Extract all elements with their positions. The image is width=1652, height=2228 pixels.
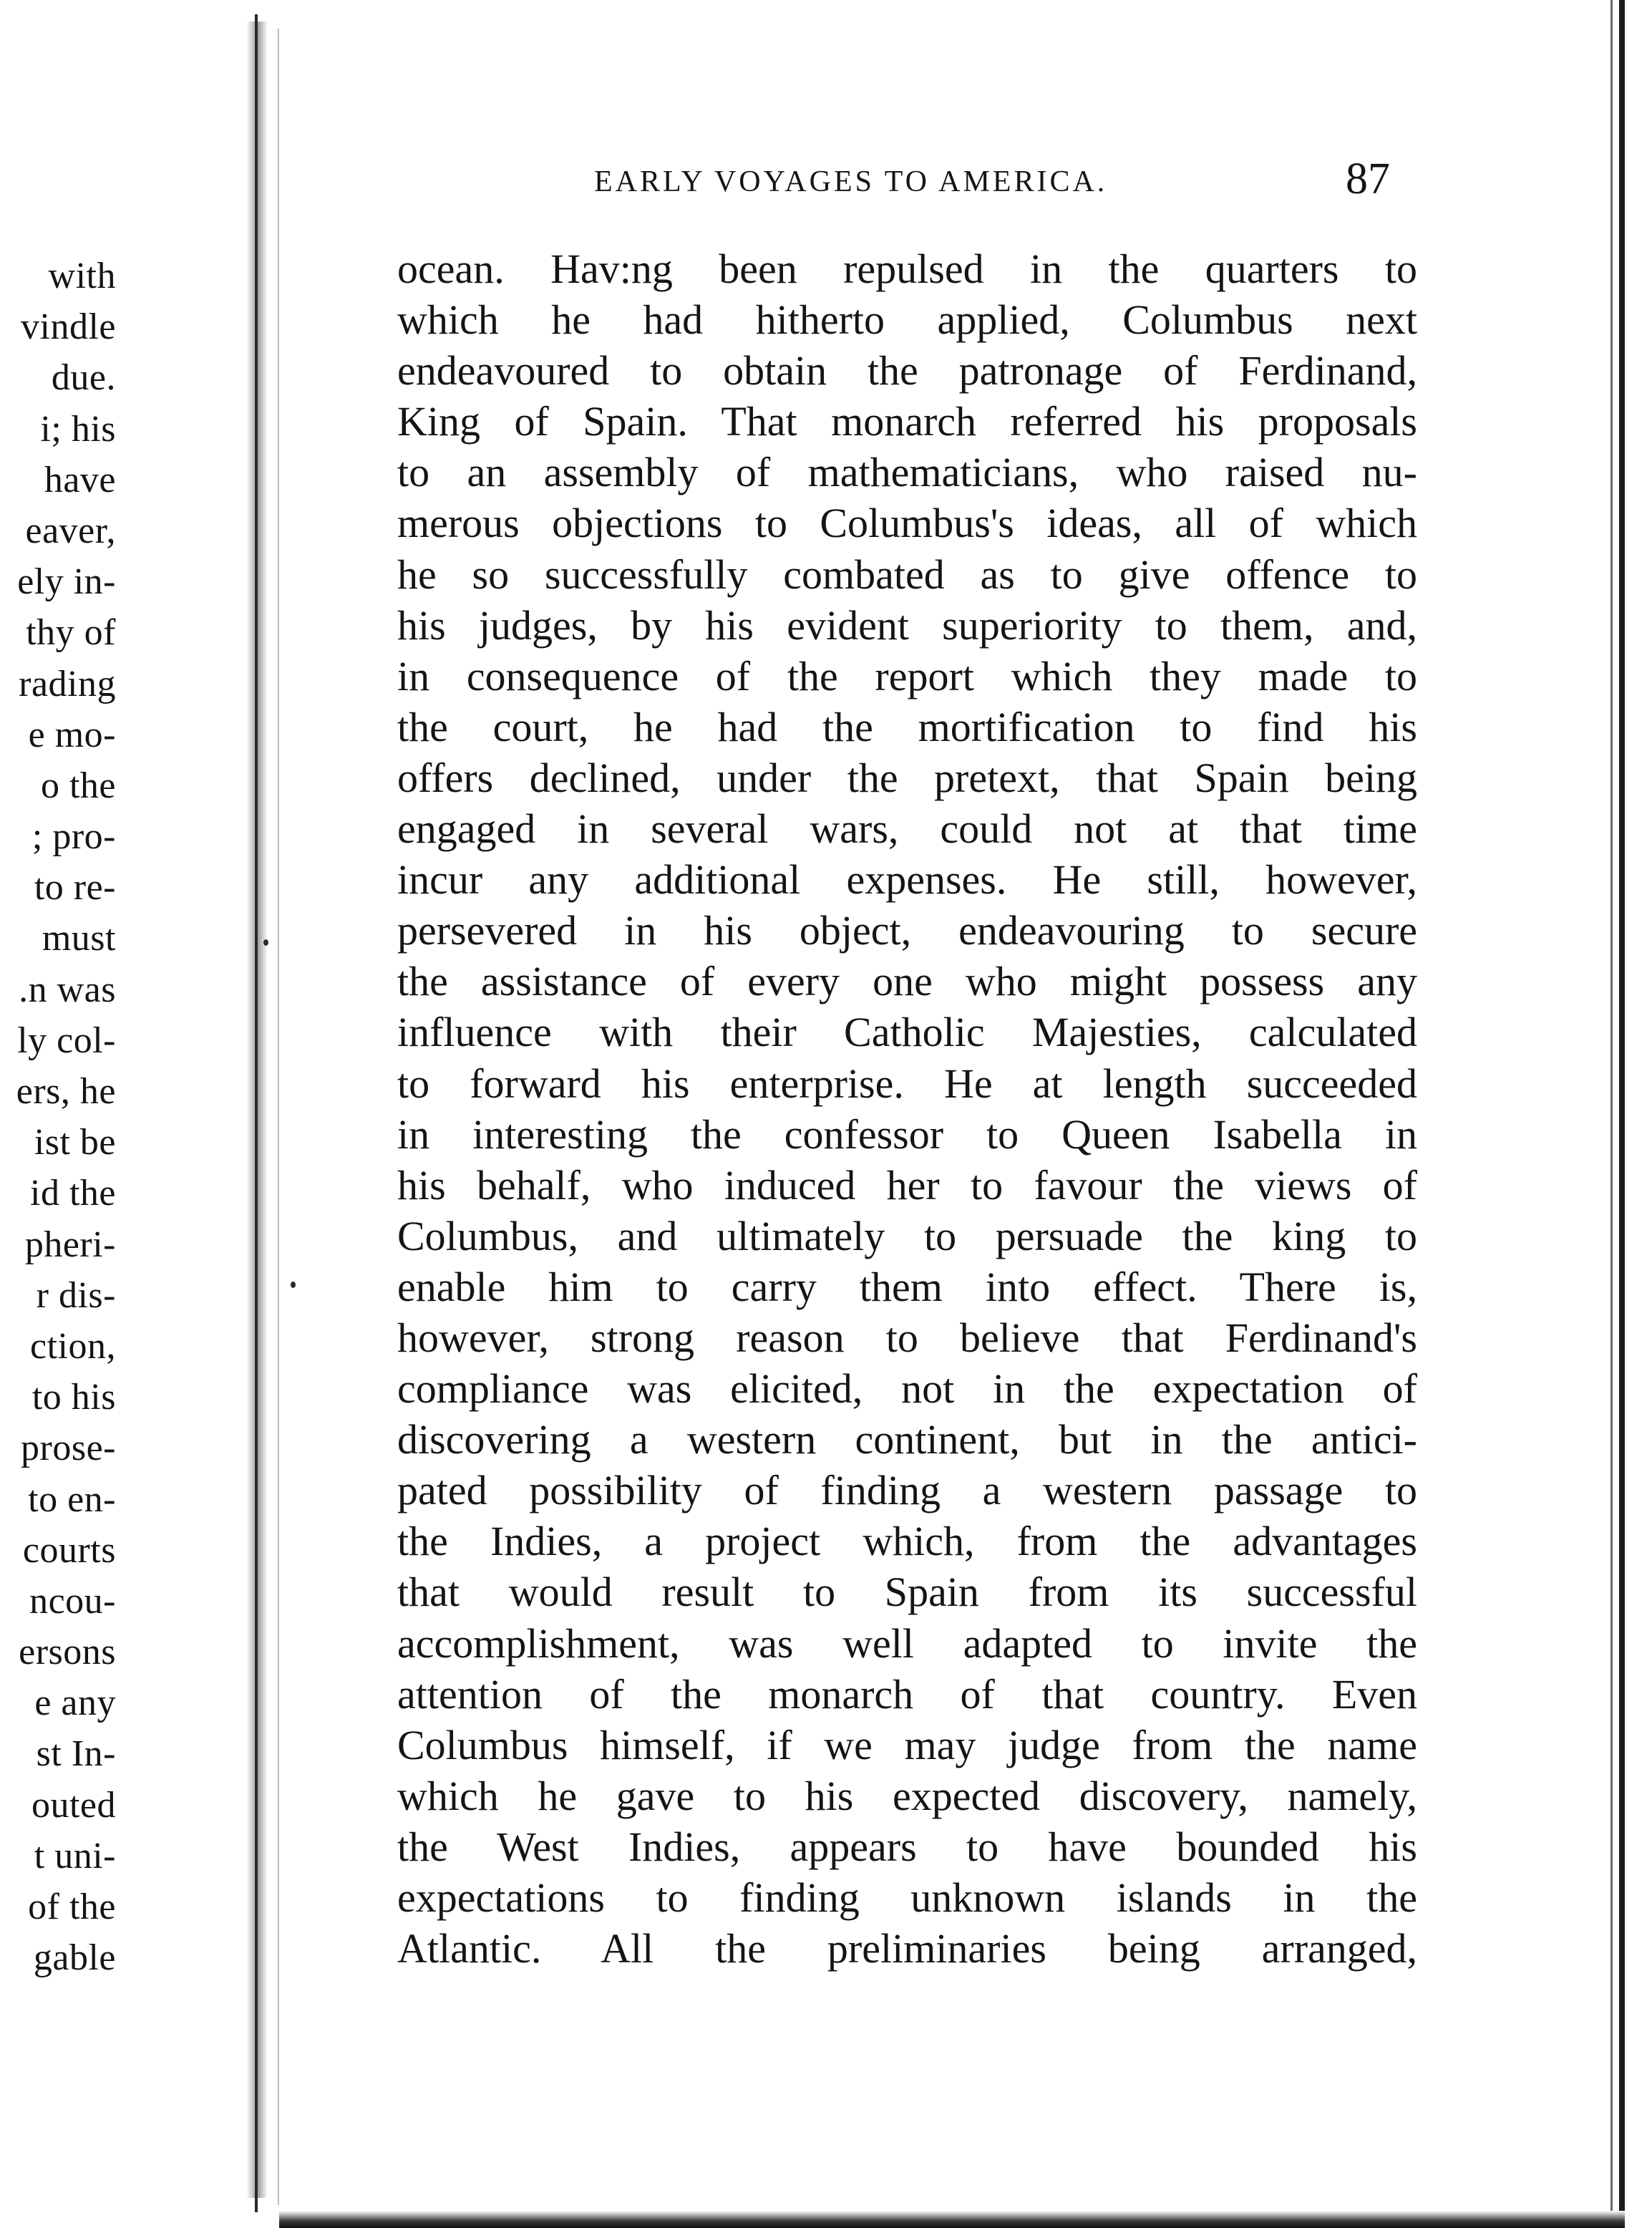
ink-speck	[263, 939, 268, 946]
left-line-fragment: id the	[30, 1173, 116, 1214]
text-line: that would result to Spain from its successful	[397, 1569, 1417, 1616]
left-line-fragment: pheri-	[24, 1224, 116, 1265]
left-line-fragment: .n was	[19, 969, 116, 1010]
left-line-fragment: ers, he	[16, 1071, 116, 1112]
text-line: Atlantic. All the preliminaries being arranged,	[397, 1925, 1417, 1972]
left-line-fragment: i; his	[40, 408, 116, 450]
left-line-fragment: courts	[22, 1529, 116, 1571]
left-line-fragment: outed	[31, 1784, 116, 1826]
left-line-fragment: rading	[19, 663, 116, 704]
text-line: offers declined, under the pretext, that Spain being	[397, 754, 1417, 801]
left-line-fragment: eaver,	[25, 510, 116, 551]
left-line-fragment: e any	[34, 1682, 116, 1724]
text-line: influence with their Catholic Majesties, calculated	[397, 1009, 1417, 1056]
text-line: merous objections to Columbus's ideas, all of which	[397, 500, 1417, 547]
text-line: to forward his enterprise. He at length succeeded	[397, 1060, 1417, 1107]
left-line-fragment: ; pro-	[31, 816, 116, 858]
left-page-text	[0, 251, 116, 1983]
text-line: his behalf, who induced her to favour the views of	[397, 1161, 1417, 1209]
text-line: accomplishment, was well adapted to invite the	[397, 1619, 1417, 1667]
text-line: he so successfully combated as to give offence to	[397, 551, 1417, 598]
text-line: the West Indies, appears to have bounded his	[397, 1823, 1417, 1870]
page-edge-bottom	[279, 2211, 1625, 2228]
ink-speck	[291, 1282, 296, 1288]
left-line-fragment: o the	[40, 765, 116, 806]
running-head: EARLY VOYAGES TO AMERICA.	[594, 165, 1108, 198]
text-line: King of Spain. That monarch referred his proposals	[397, 398, 1417, 445]
text-line: pated possibility of finding a western passage to	[397, 1467, 1417, 1514]
text-line: the court, he had the mortification to find his	[397, 703, 1417, 750]
left-line-fragment: to his	[31, 1377, 116, 1418]
page-edge-inner	[1610, 0, 1613, 2212]
left-line-fragment: prose-	[21, 1428, 116, 1469]
left-line-fragment: with	[48, 256, 116, 296]
text-line: ocean. Hav:ng been repulsed in the quarters to	[397, 246, 1417, 292]
binding-line-faint	[278, 29, 279, 2205]
left-line-fragment: of the	[28, 1886, 116, 1927]
page-number: 87	[1346, 155, 1390, 203]
left-line-fragment: ersons	[19, 1632, 116, 1673]
text-line: engaged in several wars, could not at that time	[397, 805, 1417, 853]
left-line-fragment: to re-	[34, 867, 116, 909]
left-line-fragment: thy of	[26, 612, 116, 654]
text-line: his judges, by his evident superiority to them, and,	[397, 601, 1417, 649]
left-line-fragment: ist be	[34, 1122, 116, 1163]
text-line: the Indies, a project which, from the advantages	[397, 1518, 1417, 1565]
left-line-fragment: r dis-	[36, 1274, 116, 1316]
text-line: which he had hitherto applied, Columbus next	[397, 296, 1417, 344]
left-line-fragment: ely in-	[17, 561, 116, 603]
text-line: which he gave to his expected discovery, namely,	[397, 1772, 1417, 1819]
text-line: compliance was elicited, not in the expectation of	[397, 1365, 1417, 1413]
left-line-fragment: have	[44, 459, 116, 500]
left-line-fragment: ction,	[30, 1325, 116, 1367]
text-line: discovering a western continent, but in the antici-	[397, 1416, 1417, 1463]
text-line: persevered in his object, endeavouring to secure	[397, 907, 1417, 954]
text-line: Columbus, and ultimately to persuade the king to	[397, 1212, 1417, 1259]
text-line: the assistance of every one who might possess any	[397, 958, 1417, 1005]
text-line: incur any additional expenses. He still, however,	[397, 856, 1417, 904]
text-line: enable him to carry them into effect. There is,	[397, 1263, 1417, 1310]
left-line-fragment: must	[42, 918, 116, 959]
text-line: in consequence of the report which they made to	[397, 652, 1417, 699]
text-line: expectations to finding unknown islands in the	[397, 1874, 1417, 1921]
left-facing-page	[0, 0, 122, 2228]
page-edge-right	[1619, 0, 1625, 2212]
text-line: however, strong reason to believe that Ferdinand's	[397, 1314, 1417, 1361]
text-line: in interesting the confessor to Queen Isabella in	[397, 1110, 1417, 1158]
text-line: endeavoured to obtain the patronage of Ferdinand,	[397, 347, 1417, 394]
text-line: Columbus himself, if we may judge from the name	[397, 1721, 1417, 1768]
left-line-fragment: ly col-	[17, 1019, 116, 1061]
left-line-fragment: st In-	[36, 1733, 116, 1775]
text-line: to an assembly of mathematicians, who raised nu-	[397, 449, 1417, 496]
left-line-fragment: ncou-	[29, 1580, 116, 1622]
left-line-fragment: vindle	[21, 306, 116, 348]
left-line-fragment: e mo-	[28, 714, 116, 755]
left-line-fragment: t uni-	[34, 1835, 116, 1876]
body-text	[397, 243, 1417, 1974]
binding-line	[255, 14, 258, 2212]
left-line-fragment: gable	[33, 1937, 116, 1979]
left-line-fragment: to en-	[28, 1478, 116, 1520]
text-line: attention of the monarch of that country. Even	[397, 1670, 1417, 1718]
left-line-fragment: due.	[51, 357, 116, 399]
